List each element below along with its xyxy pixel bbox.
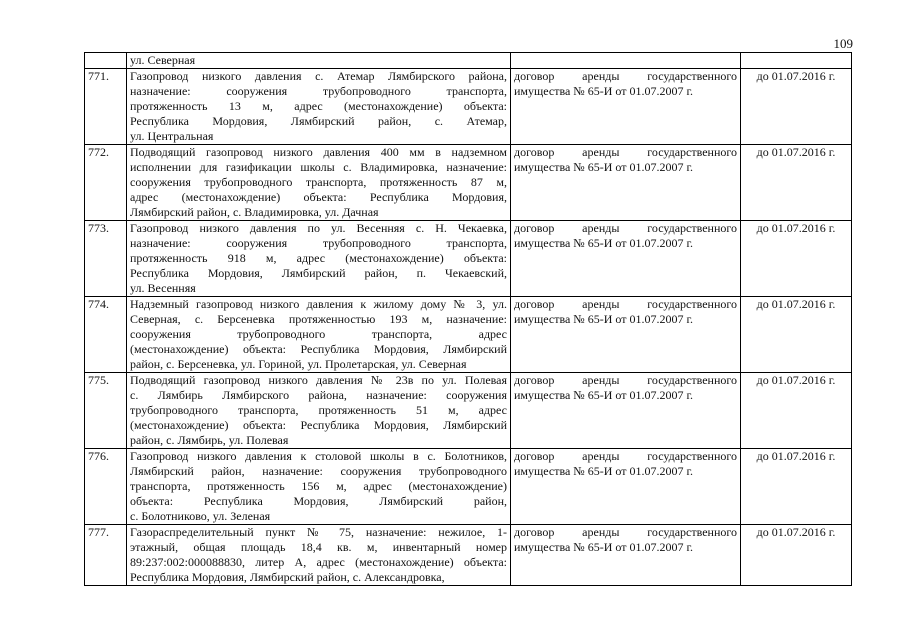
description-line: протяженность 13 м, адрес (местонахождение) объекта: — [130, 99, 507, 113]
description-line: Северная, с. Берсеневка протяженностью 193 м, назначение: — [130, 312, 507, 326]
description-line: с. Болотниково, ул. Зеленая — [130, 509, 271, 523]
description-line: (местонахождение) объекта: Республика Мордовия, Лямбирский — [130, 418, 507, 432]
description-cell — [127, 69, 511, 145]
description-line: район, с. Берсеневка, ул. Гориной, ул. Пролетарская, ул. Северная — [130, 357, 467, 371]
document-line: договор аренды государственного — [514, 221, 737, 235]
description-line: район, с. Лямбирь, ул. Полевая — [130, 433, 289, 447]
document-line: договор аренды государственного — [514, 373, 737, 387]
description-line: Лямбирский район, назначение: сооружения трубопроводного — [130, 464, 507, 478]
row-number: 771. — [85, 69, 127, 145]
description-cell — [127, 449, 511, 525]
description-line: Газопровод низкого давления по ул. Весенняя с. Н. Чекаевка, — [130, 221, 507, 235]
term-date: до 01.07.2016 г. — [741, 373, 852, 449]
description-line: Республика Мордовия, Лямбирский район, с. Атемар, — [130, 114, 507, 128]
description-line: Подводящий газопровод низкого давления № 23в по ул. Полевая — [130, 373, 507, 387]
description-line: исполнении для газификации школы с. Владимировка, назначение: — [130, 160, 507, 174]
description-line: (местонахождение) объекта: Республика Мордовия, Лямбирский — [130, 342, 507, 356]
document-line: договор аренды государственного — [514, 449, 737, 463]
table-row — [85, 449, 852, 525]
row-number: 776. — [85, 449, 127, 525]
table-row — [85, 525, 852, 586]
document-line: имущества № 65-И от 01.07.2007 г. — [514, 160, 694, 174]
term-date: до 01.07.2016 г. — [741, 525, 852, 586]
table-row — [85, 221, 852, 297]
description-line: сооружения трубопроводного транспорта, протяженность 87 м, — [130, 175, 507, 189]
table-row — [85, 373, 852, 449]
description-line: назначение: сооружения трубопроводного транспорта, — [130, 84, 507, 98]
row-number: 775. — [85, 373, 127, 449]
description-line: ул. Центральная — [130, 129, 214, 143]
description-line: сооружения трубопроводного транспорта, адрес — [130, 327, 507, 341]
description-cell — [127, 525, 511, 586]
page-number: 109 — [833, 36, 853, 51]
description-line: трубопроводного транспорта, протяженность 51 м, адрес — [130, 403, 507, 417]
description-line: с. Лямбирь Лямбирского района, назначение: сооружения — [130, 388, 507, 402]
table-row — [85, 69, 852, 145]
document-cell — [511, 53, 741, 69]
description-cell — [127, 373, 511, 449]
description-cell — [127, 53, 511, 69]
description-line: ул. Весенняя — [130, 281, 196, 295]
description-line: Газораспределительный пункт № 75, назначение: нежилое, 1- — [130, 525, 507, 539]
description-line: Газопровод низкого давления к столовой школы в с. Болотников, — [130, 449, 507, 463]
document-line: договор аренды государственного — [514, 145, 737, 159]
description-line: объекта: Республика Мордовия, Лямбирский район, — [130, 494, 507, 508]
term-date: до 01.07.2016 г. — [741, 297, 852, 373]
description-line: протяженность 918 м, адрес (местонахождение) объекта: — [130, 251, 507, 265]
document-line: договор аренды государственного — [514, 297, 737, 311]
document-line: договор аренды государственного — [514, 69, 737, 83]
continuation-text: ул. Северная — [130, 53, 196, 67]
document-cell — [511, 145, 741, 221]
description-line: Подводящий газопровод низкого давления 400 мм в надземном — [130, 145, 507, 159]
term-date: до 01.07.2016 г. — [741, 145, 852, 221]
document-line: имущества № 65-И от 01.07.2007 г. — [514, 84, 694, 98]
row-number: 774. — [85, 297, 127, 373]
table-row — [85, 145, 852, 221]
document-line: имущества № 65-И от 01.07.2007 г. — [514, 312, 694, 326]
description-line: назначение: сооружения трубопроводного транспорта, — [130, 236, 507, 250]
term-date: до 01.07.2016 г. — [741, 69, 852, 145]
document-cell — [511, 221, 741, 297]
description-line: Лямбирский район, с. Владимировка, ул. Дачная — [130, 205, 379, 219]
description-line: Газопровод низкого давления с. Атемар Лямбирского района, — [130, 69, 507, 83]
description-line: Республика Мордовия, Лямбирский район, п. Чекаевский, — [130, 266, 507, 280]
document-cell — [511, 525, 741, 586]
document-line: имущества № 65-И от 01.07.2007 г. — [514, 388, 694, 402]
number-cell — [85, 53, 127, 69]
row-number: 773. — [85, 221, 127, 297]
description-line: этажный, общая площадь 18,4 кв. м, инвентарный номер — [130, 540, 507, 554]
description-line: Надземный газопровод низкого давления к жилому дому № 3, ул. — [130, 297, 507, 311]
row-number: 777. — [85, 525, 127, 586]
description-cell — [127, 221, 511, 297]
table-row — [85, 297, 852, 373]
description-line: транспорта, протяженность 156 м, адрес (местонахождение) — [130, 479, 507, 493]
document-line: имущества № 65-И от 01.07.2007 г. — [514, 540, 694, 554]
document-line: имущества № 65-И от 01.07.2007 г. — [514, 236, 694, 250]
property-register-table — [84, 52, 852, 586]
table-row-continuation — [85, 53, 852, 69]
document-cell — [511, 449, 741, 525]
date-cell — [741, 53, 852, 69]
document-cell — [511, 69, 741, 145]
document-line: договор аренды государственного — [514, 525, 737, 539]
description-line: 89:237:002:000088830, литер А, адрес (местонахождение) объекта: — [130, 555, 507, 569]
document-cell — [511, 373, 741, 449]
row-number: 772. — [85, 145, 127, 221]
document-cell — [511, 297, 741, 373]
term-date: до 01.07.2016 г. — [741, 221, 852, 297]
description-line: Республика Мордовия, Лямбирский район, с. Александровка, — [130, 570, 445, 584]
description-cell — [127, 297, 511, 373]
document-line: имущества № 65-И от 01.07.2007 г. — [514, 464, 694, 478]
description-line: адрес (местонахождение) объекта: Республика Мордовия, — [130, 190, 507, 204]
term-date: до 01.07.2016 г. — [741, 449, 852, 525]
description-cell — [127, 145, 511, 221]
